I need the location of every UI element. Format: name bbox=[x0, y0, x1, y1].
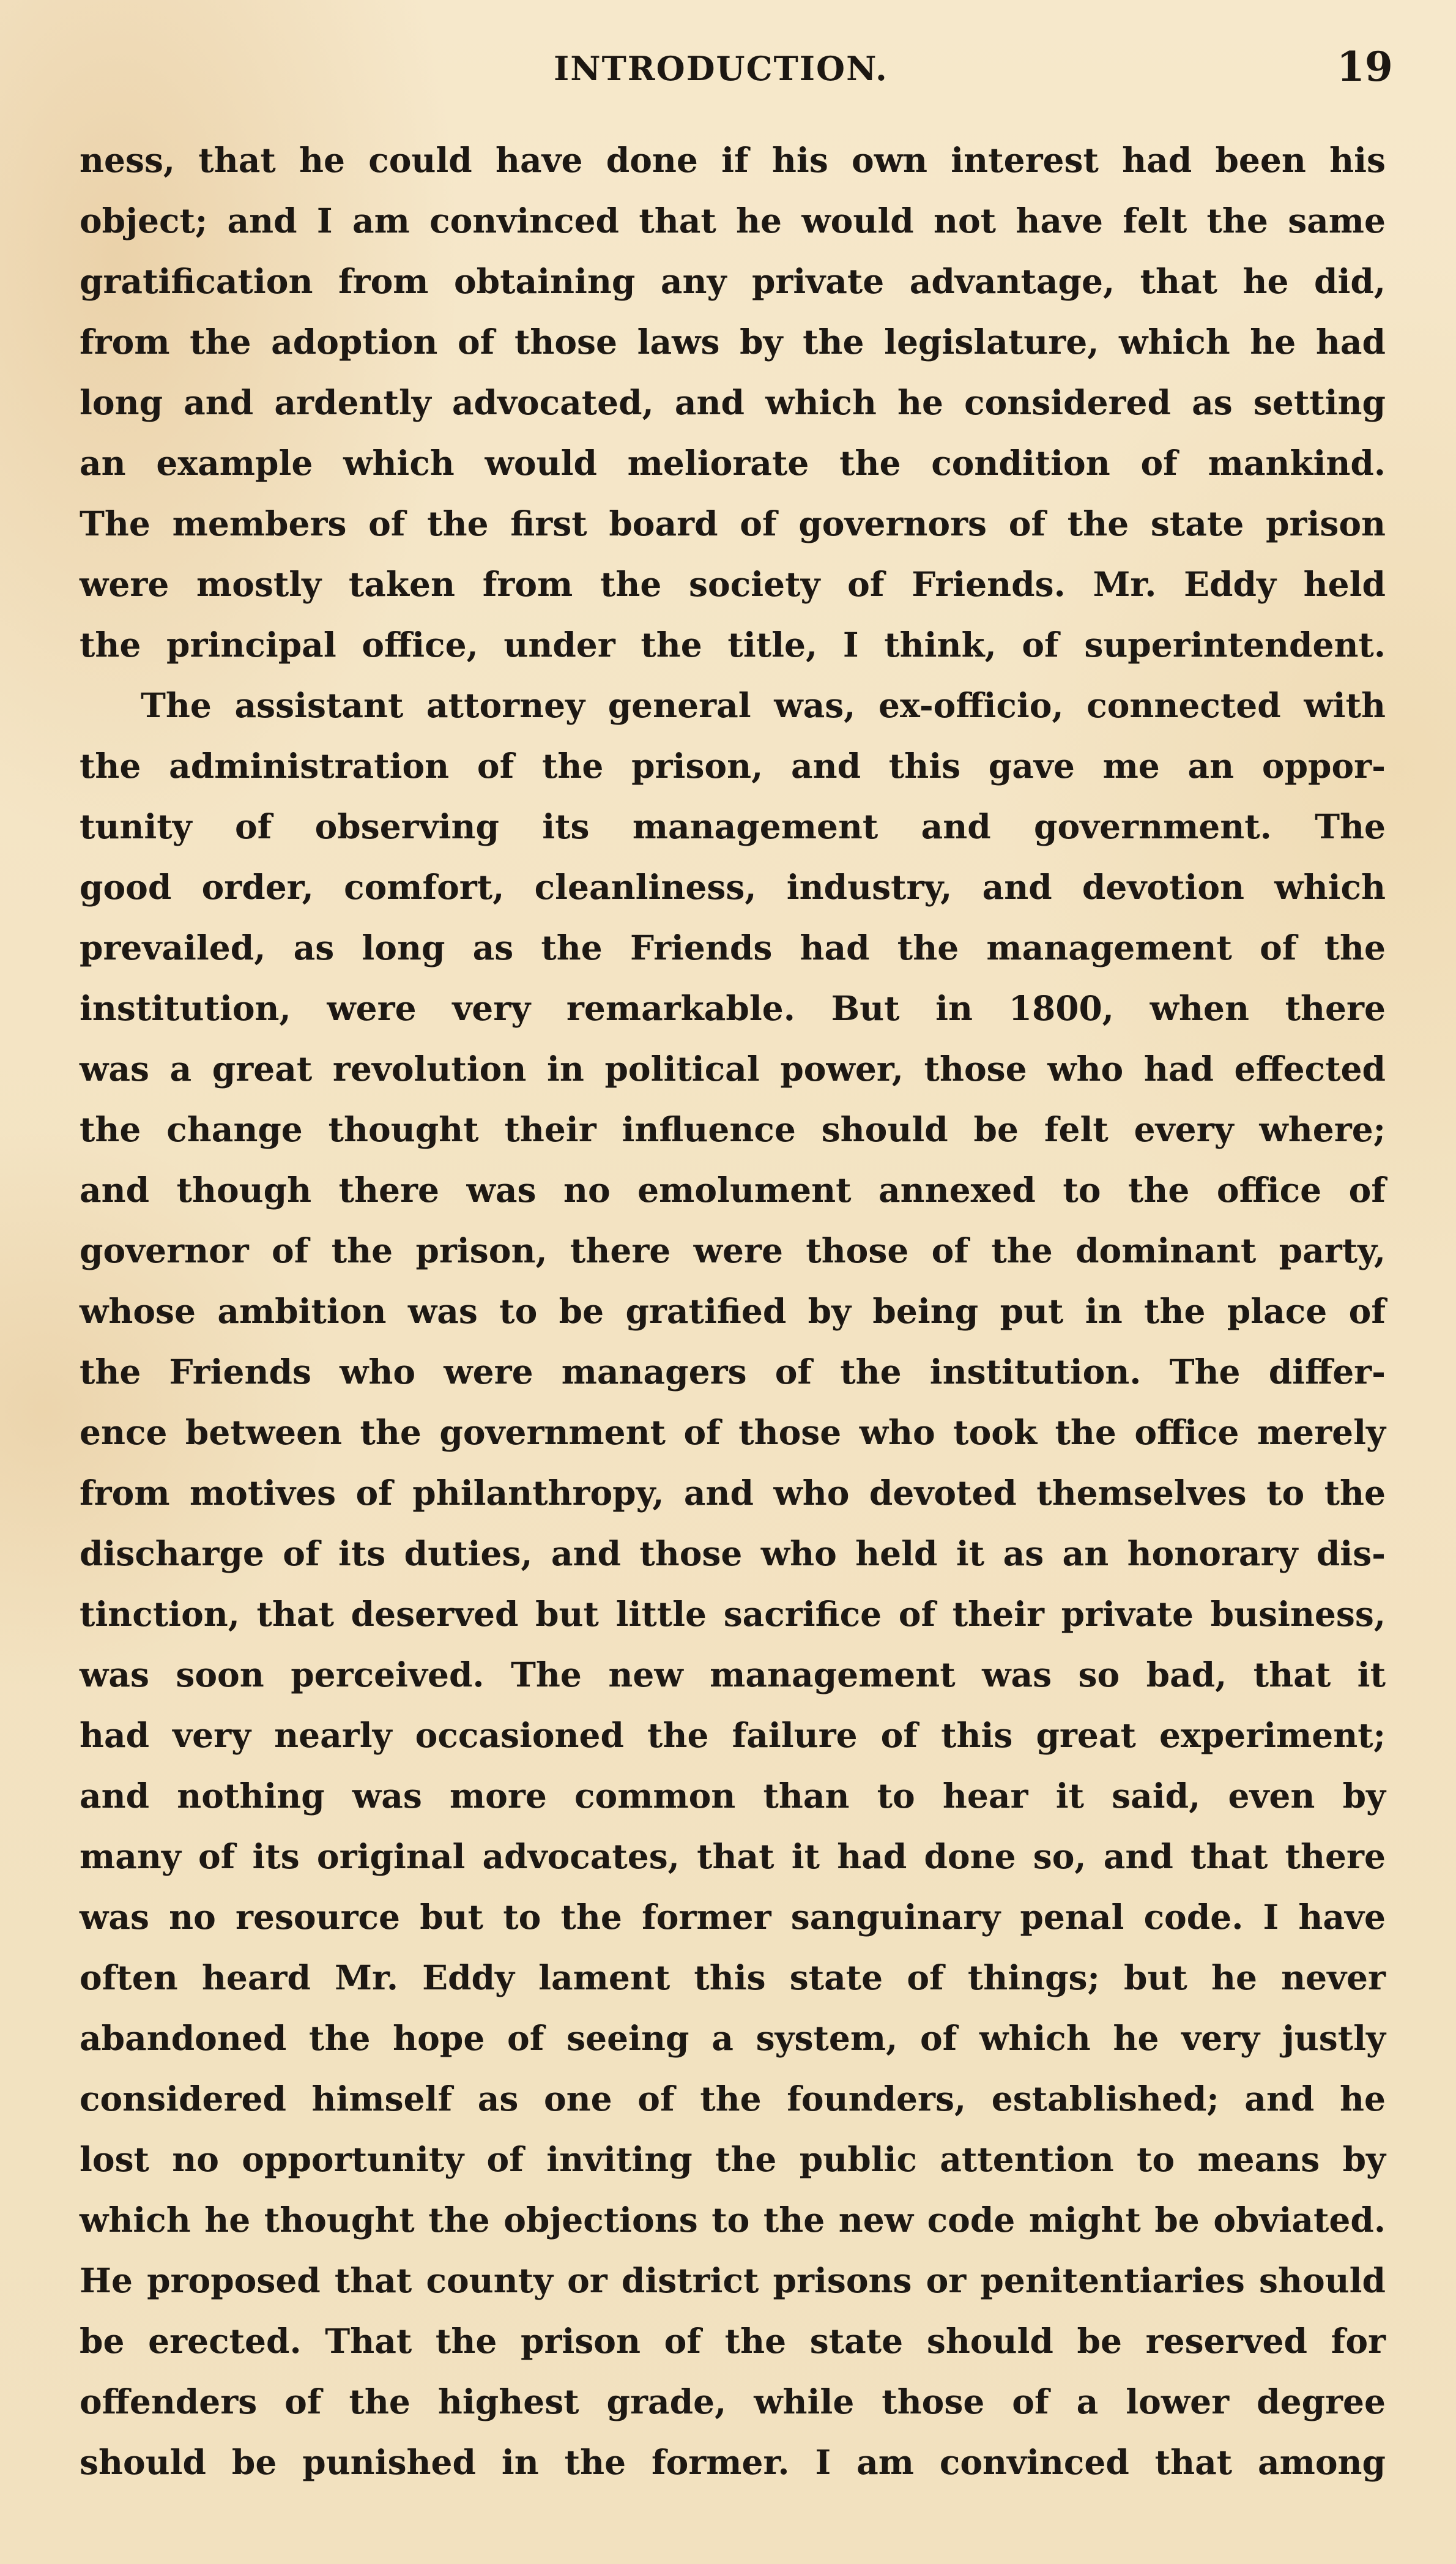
text-line: be erected. That the prison of the state should be reserved for bbox=[80, 2321, 1386, 2361]
text-line: tinction, that deserved but little sacrifice of their private business, bbox=[80, 1594, 1386, 1634]
text-line: often heard Mr. Eddy lament this state of things; but he never bbox=[80, 1958, 1386, 1997]
text-line: lost no opportunity of inviting the public attention to means by bbox=[80, 2139, 1386, 2179]
text-line: considered himself as one of the founders, established; and he bbox=[80, 2079, 1386, 2119]
text-line: was soon perceived. The new management was so bad, that it bbox=[80, 1655, 1386, 1694]
text-line: offenders of the highest grade, while those of a lower degree bbox=[80, 2382, 1386, 2421]
text-line: institution, were very remarkable. But in 1800, when there bbox=[80, 988, 1386, 1028]
running-head: INTRODUCTION. bbox=[554, 49, 888, 88]
text-line: from motives of philanthropy, and who devoted themselves to the bbox=[80, 1473, 1386, 1513]
text-line: prevailed, as long as the Friends had the management of the bbox=[80, 928, 1386, 967]
page-number: 19 bbox=[1337, 43, 1393, 91]
body-text bbox=[80, 130, 1386, 2492]
text-line: many of its original advocates, that it had done so, and that there bbox=[80, 1836, 1386, 1876]
text-line: The members of the first board of governors of the state prison bbox=[80, 504, 1386, 543]
text-line: long and ardently advocated, and which he considered as setting bbox=[80, 382, 1386, 422]
text-line: abandoned the hope of seeing a system, of which he very justly bbox=[80, 2018, 1386, 2058]
text-line: ness, that he could have done if his own interest had been his bbox=[80, 140, 1386, 180]
text-line: ence between the government of those who took the office merely bbox=[80, 1412, 1386, 1452]
text-line: the Friends who were managers of the institution. The differ- bbox=[80, 1352, 1386, 1392]
text-line: should be punished in the former. I am convinced that among bbox=[80, 2442, 1386, 2482]
text-line: tunity of observing its management and government. The bbox=[80, 807, 1386, 846]
text-line: gratification from obtaining any private advantage, that he did, bbox=[80, 261, 1386, 301]
text-line: was a great revolution in political power, those who had effected bbox=[80, 1049, 1386, 1089]
text-line: was no resource but to the former sanguinary penal code. I have bbox=[80, 1897, 1386, 1937]
text-line: an example which would meliorate the condition of mankind. bbox=[80, 443, 1386, 483]
text-line: whose ambition was to be gratified by being put in the place of bbox=[80, 1291, 1386, 1331]
text-line: discharge of its duties, and those who held it as an honorary dis- bbox=[80, 1534, 1386, 1573]
text-line: and though there was no emolument annexed to the office of bbox=[80, 1170, 1386, 1210]
text-line: the change thought their influence should be felt every where; bbox=[80, 1109, 1386, 1149]
text-line: were mostly taken from the society of Friends. Mr. Eddy held bbox=[80, 564, 1386, 604]
text-line: good order, comfort, cleanliness, industry, and devotion which bbox=[80, 867, 1386, 907]
text-line: The assistant attorney general was, ex-officio, connected with bbox=[141, 685, 1386, 725]
text-line: the administration of the prison, and this gave me an oppor- bbox=[80, 746, 1386, 786]
text-line: the principal office, under the title, I think, of superintendent. bbox=[80, 625, 1386, 665]
text-line: He proposed that county or district prisons or penitentiaries should bbox=[80, 2260, 1386, 2300]
text-line: object; and I am convinced that he would not have felt the same bbox=[80, 201, 1386, 240]
text-line: and nothing was more common than to hear it said, even by bbox=[80, 1776, 1386, 1816]
page-header bbox=[0, 43, 1456, 110]
text-line: from the adoption of those laws by the legislature, which he had bbox=[80, 322, 1386, 362]
text-line: which he thought the objections to the new code might be obviated. bbox=[80, 2200, 1386, 2240]
text-line: had very nearly occasioned the failure of this great experiment; bbox=[80, 1715, 1386, 1755]
text-line: governor of the prison, there were those of the dominant party, bbox=[80, 1231, 1386, 1270]
